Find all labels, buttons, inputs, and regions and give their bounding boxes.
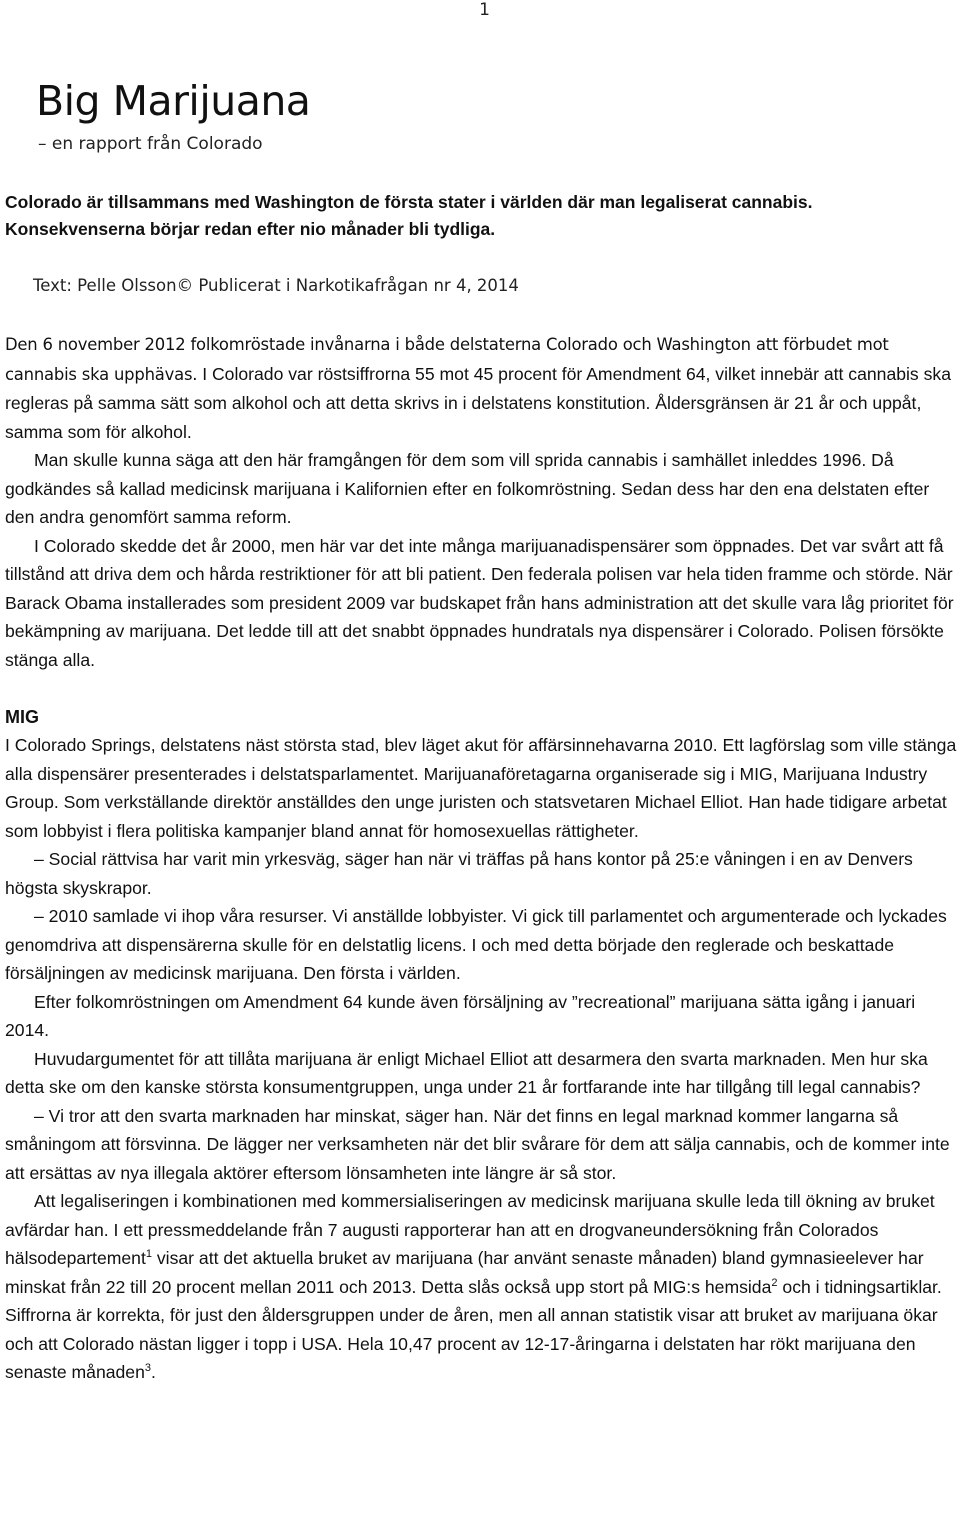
paragraph-text: Att legaliseringen i kombinationen med kommersialiseringen av medicinsk marijuana skulle leda till ökning av bruket avfärdar han. I ett pressmeddelande från 7 augusti rapporterar han att en drogvaneundersökning från Colorados hälsodepartement xyxy=(5,1191,935,1268)
footnote-ref-2[interactable]: 2 xyxy=(771,1276,778,1289)
article-byline: Text: Pelle Olsson© Publicerat i Narkotikafrågan nr 4, 2014 xyxy=(33,276,519,295)
article-subtitle: – en rapport från Colorado xyxy=(38,134,263,154)
paragraph-text: och i tidningsartiklar. Siffrorna är korrekta, för just den åldersgruppen under de åren, men all annan statistik visar att bruket av marijuana ökar och att Colorado nästan ligger i topp i USA. Hela 10,47 procent av 12-17-åringarna i delstaten har rökt marijuana den senaste månaden xyxy=(5,1276,942,1382)
paragraph-with-footnotes xyxy=(5,1187,960,1387)
paragraph: Man skulle kunna säga att den här framgången för dem som vill sprida cannabis i samhället inleddes 1996. Då godkändes så kallad medicinsk marijuana i Kalifornien efter en folkomröstning. Sedan dess har den ena delstaten efter den andra genomfört samma reform. xyxy=(5,450,930,527)
paragraph: I Colorado Springs, delstatens näst största stad, blev läget akut för affärsinnehavarna 2010. Ett lagförslag som ville stänga alla dispensärer presenterades i delstatsparlamentet. Marijuanaföretagarna organiserade sig i MIG, Marijuana Industry Group. Som verkställande direktör anställdes den unge juristen och statsvetaren Michael Elliot. Han hade tidigare arbetat som lobbyist i flera politiska kampanjer bland annat för homosexuellas rättigheter. xyxy=(5,735,957,841)
article-lead: Colorado är tillsammans med Washington de första stater i världen där man legaliserat cannabis. Konsekvenserna börjar redan efter nio månader bli tydliga. xyxy=(5,192,813,239)
paragraph: Huvudargumentet för att tillåta marijuana är enligt Michael Elliot att desarmera den svarta marknaden. Men hur ska detta ske om den kanske största konsumentgruppen, unga under 21 år fortfarande inte har tillgång till legal cannabis? xyxy=(5,1048,928,1097)
page-number: 1 xyxy=(479,0,490,20)
paragraph: Efter folkomröstningen om Amendment 64 kunde även försäljning av ”recreational” marijuana sätta igång i januari 2014. xyxy=(5,991,916,1040)
paragraph-intro xyxy=(5,330,960,446)
paragraph-text: visar att det aktuella bruket av marijuana (har använt senaste månaden) bland gymnasieelever har minskat från 22 till 20 procent mellan 2011 och 2013. Detta slås också upp stort på MIG:s hemsida xyxy=(5,1248,924,1297)
section-heading-mig: MIG xyxy=(5,706,39,727)
intro-text-continued: I Colorado var röstsiffrorna 55 mot 45 procent för Amendment 64, vilket innebär att cannabis ska regleras på samma sätt som alkohol och att detta skrivs in i delstatens konstitution. Åldersgränsen är 21 år och uppåt, samma som för alkohol. xyxy=(5,363,951,442)
footnote-ref-1[interactable]: 1 xyxy=(145,1248,152,1261)
paragraph-quote: – Vi tror att den svarta marknaden har minskat, säger han. När det finns en legal marknad kommer langarna så småningom att försvinna. De lägger ner verksamheten när det blir svårare för dem att sälja cannabis, och de kommer inte att ersättas av nya illegala aktörer eftersom lönsamheten inte längre är så stor. xyxy=(5,1105,950,1183)
paragraph-text: . xyxy=(151,1362,156,1382)
paragraph-quote: – Social rättvisa har varit min yrkesväg, säger han när vi träffas på hans kontor på 25:e våningen i en av Denvers högsta skyskrapor. xyxy=(5,849,913,898)
article-body xyxy=(5,330,960,1387)
footnote-ref-3[interactable]: 3 xyxy=(144,1362,151,1375)
intro-text: Den 6 november 2012 folkomröstade invånarna i både delstaterna Colorado och Washington att förbudet mot cannabis ska upphävas. xyxy=(5,335,889,384)
article-title: Big Marijuana xyxy=(36,77,311,125)
paragraph: I Colorado skedde det år 2000, men här var det inte många marijuanadispensärer som öppnades. Det var svårt att få tillstånd att driva dem och hårda restriktioner för att bli patient. Den federala polisen var hela tiden framme och störde. När Barack Obama installerades som president 2009 var budskapet från hans administration att det skulle vara låg prioritet för bekämpning av marijuana. Det ledde till att det snabbt öppnades hundratals nya dispensärer i Colorado. Polisen försökte stänga alla. xyxy=(5,535,954,670)
paragraph-quote: – 2010 samlade vi ihop våra resurser. Vi anställde lobbyister. Vi gick till parlamentet och argumenterade och lyckades genomdriva att dispensärerna skulle för en delstatlig licens. I och med detta började den reglerade och beskattade försäljningen av medicinsk marijuana. Den första i världen. xyxy=(5,906,947,983)
